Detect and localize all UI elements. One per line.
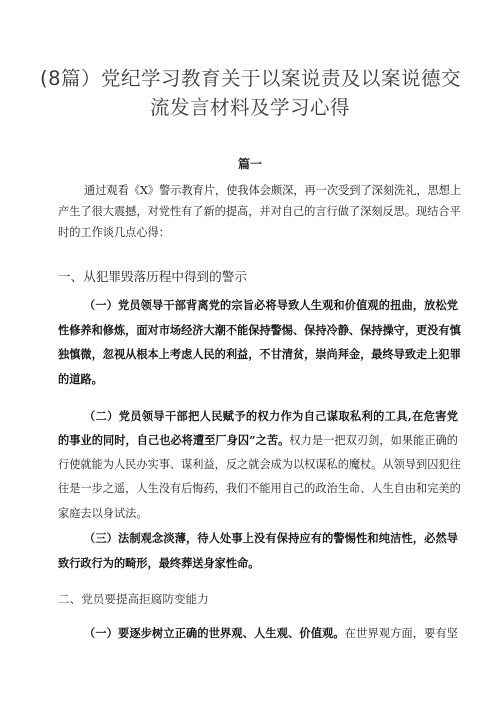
p4-line-1 bbox=[84, 626, 458, 641]
section-label: 篇一 bbox=[237, 157, 262, 171]
p2-line-1: （二）党员领导干部把人民赋予的权力作为自己谋取私利的工具,在危害党 bbox=[84, 409, 458, 423]
p2-line-2 bbox=[58, 433, 458, 448]
p2-line-2-normal: 权力是一把双刃剑，如果能正确的 bbox=[289, 434, 458, 447]
p4-line-1-normal: 在世界观方面，要有坚 bbox=[344, 627, 458, 640]
heading-1: 一、从犯罪毁落历程中得到的警示 bbox=[58, 269, 247, 284]
p3-line-1: （三）法制观念淡薄，待人处事上没有保持应有的警惕性和纯洁性，必然导 bbox=[84, 531, 458, 545]
p4-line-1-bold: （一）要逐步树立正确的世界观、人生观、价值观。 bbox=[84, 626, 345, 640]
p2-line-2-bold: 的事业的同时，自己也必将遭至厂身囚”之苦。 bbox=[58, 433, 290, 447]
intro-line-3: 时的工作谈几点心得： bbox=[58, 226, 170, 239]
p1-line-3: 独慎微，忽视从根本上考虑人民的利益，不甘清贫，崇尚拜金，最终导致走上犯罪 bbox=[58, 347, 461, 361]
p2-line-3: 行使就能为人民办实事、谋利益，反之就会成为以权谋私的魔杖。从领导到囚犯往 bbox=[58, 458, 461, 471]
p2-line-4: 往是一步之遥，人生没有后悔药，我们不能用自己的政治生命、人生自由和完美的 bbox=[58, 482, 461, 495]
intro-line-1: 通过观看《X》警示教育片，使我体会颇深，再一次受到了深刻洗礼，思想上 bbox=[84, 184, 462, 197]
p3-line-2: 致行政行为的畸形，最终葬送身家性命。 bbox=[58, 556, 260, 570]
intro-line-2: 产生了很大震撼，对党性有了新的提高，并对自己的言行做了深刻反思。现结合平 bbox=[58, 205, 461, 218]
heading-2: 二、党员要提高拒腐防变能力 bbox=[58, 592, 209, 606]
p1-line-1: （一）党员领导干部背离党的宗旨必将导致人生观和价值观的扭曲，放松党 bbox=[84, 298, 458, 312]
p1-line-4: 的道路。 bbox=[58, 372, 103, 386]
document-title-line-1: (8篇）党纪学习教育关于以案说责及以案说德交 bbox=[40, 67, 462, 90]
document-title-line-2: 流发言材料及学习心得 bbox=[149, 96, 350, 119]
p1-line-2: 性修养和修炼，面对市场经济大潮不能保持警惕、保持冷静、保持操守，更没有慎 bbox=[58, 323, 461, 337]
p2-line-5: 家庭去以身试法。 bbox=[58, 507, 148, 520]
